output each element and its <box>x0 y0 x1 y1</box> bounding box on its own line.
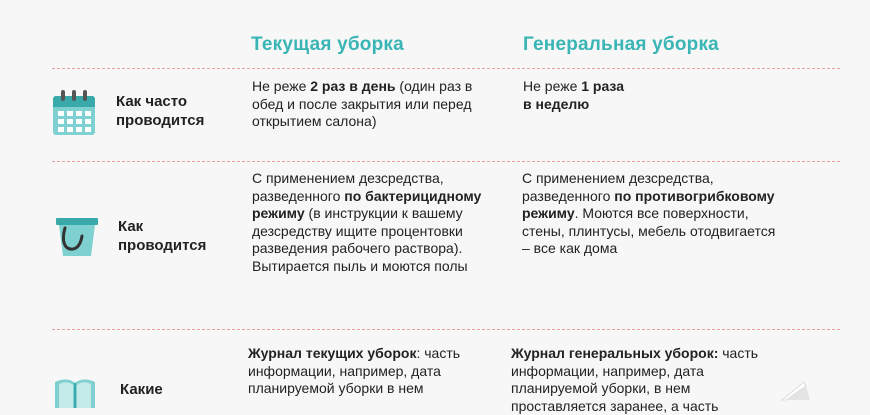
row-label-line: Как часто <box>116 93 188 110</box>
calendar-icon <box>52 88 96 136</box>
row-label-line: проводится <box>118 237 207 254</box>
cell-current-frequency: Не реже 2 раз в день (один раз в обед и после закрытия или перед открытием салона) <box>252 78 473 129</box>
row-divider <box>52 329 840 330</box>
book-icon <box>53 378 97 408</box>
cell-general-frequency: Не реже 1 раза в неделю <box>523 78 624 112</box>
decoration-shape-icon <box>780 378 810 400</box>
row-divider <box>52 161 840 162</box>
row-divider <box>52 68 840 69</box>
column-header-general: Генеральная уборка <box>523 34 719 55</box>
cell-general-documents: Журнал генеральных уборок: часть информации, например, дата планируемой уборки, в нем проставляется заранее, а часть <box>511 345 759 414</box>
row-label-frequency <box>116 92 204 130</box>
row-label-documents <box>120 380 163 399</box>
cell-current-documents: Журнал текущих уборок: часть информации, например, дата планируемой уборки в нем <box>248 345 461 396</box>
row-label-line: Какие <box>120 381 163 398</box>
cell-current-method: С применением дезсредства, разведенного по бактерицидному режиму (в инструкции к вашему дезсредству ищите процентовки разведения рабочего раствора). Вытирается пыль и моются полы <box>252 170 482 274</box>
bucket-icon <box>55 216 99 258</box>
row-label-method <box>118 217 206 255</box>
row-label-line: Как <box>118 218 144 235</box>
column-header-current: Текущая уборка <box>251 34 404 55</box>
cell-general-method: С применением дезсредства, разведенного по противогрибковому режиму. Моются все поверхности, стены, плинтусы, мебель отодвигается – все как дома <box>522 170 776 256</box>
row-label-line: проводится <box>116 112 205 129</box>
